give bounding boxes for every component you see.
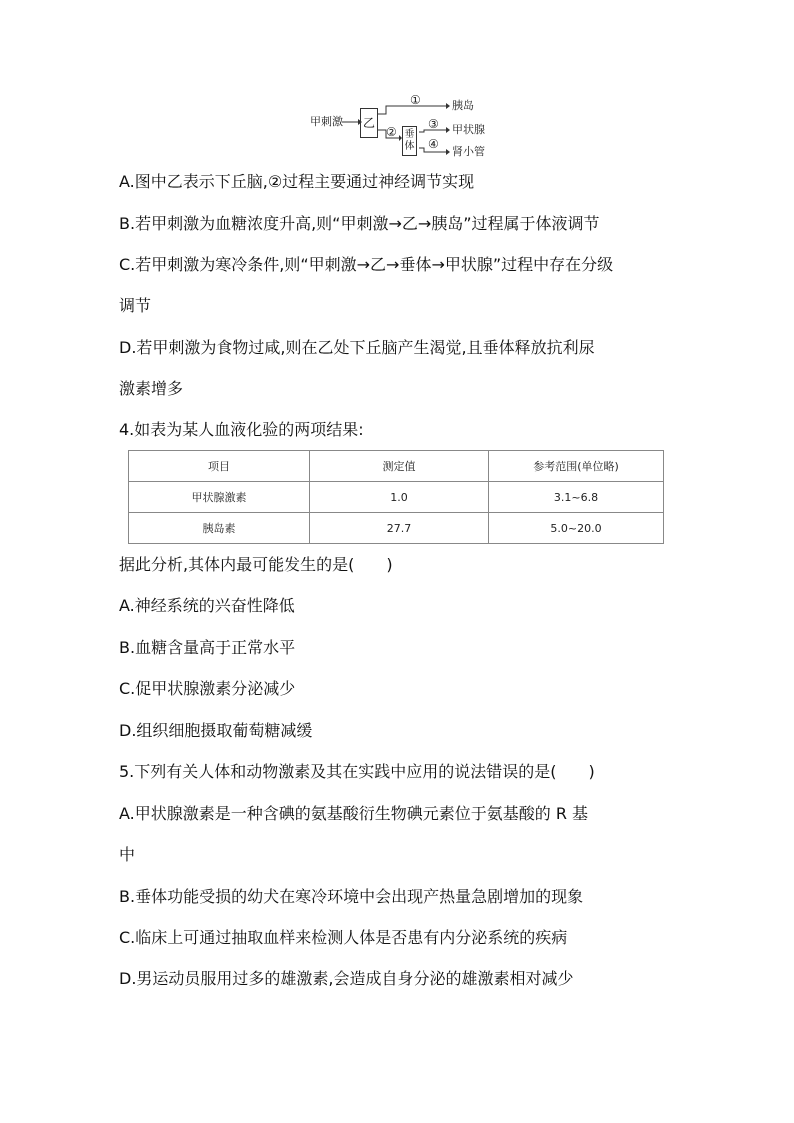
q4-stem: 4.如表为某人血液化验的两项结果: [119, 420, 364, 439]
table-cell: 3.1~6.8 [489, 482, 664, 513]
step-1-label: ① [410, 93, 421, 107]
q3-option-c-line2: 调节 [119, 296, 152, 315]
q5-option-a-line1: A.甲状腺激素是一种含碘的氨基酸衍生物碘元素位于氨基酸的 R 基 [119, 804, 589, 823]
step-4-label: ④ [428, 137, 439, 151]
q5-option-c: C.临床上可通过抽取血样来检测人体是否患有内分泌系统的疾病 [119, 928, 568, 947]
q4-option-a: A.神经系统的兴奋性降低 [119, 596, 295, 615]
q5-stem: 5.下列有关人体和动物激素及其在实践中应用的说法错误的是( ) [119, 762, 595, 781]
table-cell: 5.0~20.0 [489, 513, 664, 544]
target-thyroid: 甲状腺 [452, 123, 485, 136]
table-header-cell: 参考范围(单位略) [489, 451, 664, 482]
table-row [129, 482, 664, 513]
regulation-diagram [300, 92, 520, 162]
q5-option-a-line2: 中 [119, 845, 136, 864]
q5-option-b: B.垂体功能受损的幼犬在寒冷环境中会出现产热量急剧增加的现象 [119, 887, 584, 906]
table-cell: 胰岛素 [129, 513, 310, 544]
q4-option-c: C.促甲状腺激素分泌减少 [119, 679, 296, 698]
table-cell: 27.7 [310, 513, 489, 544]
step-2-label: ② [386, 125, 397, 139]
blood-test-table [128, 450, 664, 544]
yi-box: 乙 [360, 108, 378, 138]
table-cell: 甲状腺激素 [129, 482, 310, 513]
target-renal-tubule: 肾小管 [452, 145, 485, 158]
q4-option-d: D.组织细胞摄取葡萄糖减缓 [119, 721, 313, 740]
table-header-row [129, 451, 664, 482]
q3-option-b: B.若甲刺激为血糖浓度升高,则“甲刺激→乙→胰岛”过程属于体液调节 [119, 214, 600, 233]
q4-ask: 据此分析,其体内最可能发生的是( ) [119, 555, 393, 574]
table-header-cell: 测定值 [310, 451, 489, 482]
q3-option-a: A.图中乙表示下丘脑,②过程主要通过神经调节实现 [119, 172, 475, 191]
q3-option-d-line1: D.若甲刺激为食物过咸,则在乙处下丘脑产生渴觉,且垂体释放抗利尿 [119, 338, 595, 357]
stimulus-label: 甲刺激 [310, 115, 343, 128]
target-pancreatic-islet: 胰岛 [452, 99, 474, 112]
q3-option-c-line1: C.若甲刺激为寒冷条件,则“甲刺激→乙→垂体→甲状腺”过程中存在分级 [119, 255, 614, 274]
table-header-cell: 项目 [129, 451, 310, 482]
table-cell: 1.0 [310, 482, 489, 513]
q4-option-b: B.血糖含量高于正常水平 [119, 638, 296, 657]
q5-option-d: D.男运动员服用过多的雄激素,会造成自身分泌的雄激素相对减少 [119, 969, 574, 988]
q3-option-d-line2: 激素增多 [119, 379, 184, 398]
table-row [129, 513, 664, 544]
step-3-label: ③ [428, 117, 439, 131]
chuiti-box: 垂体 [402, 126, 417, 156]
